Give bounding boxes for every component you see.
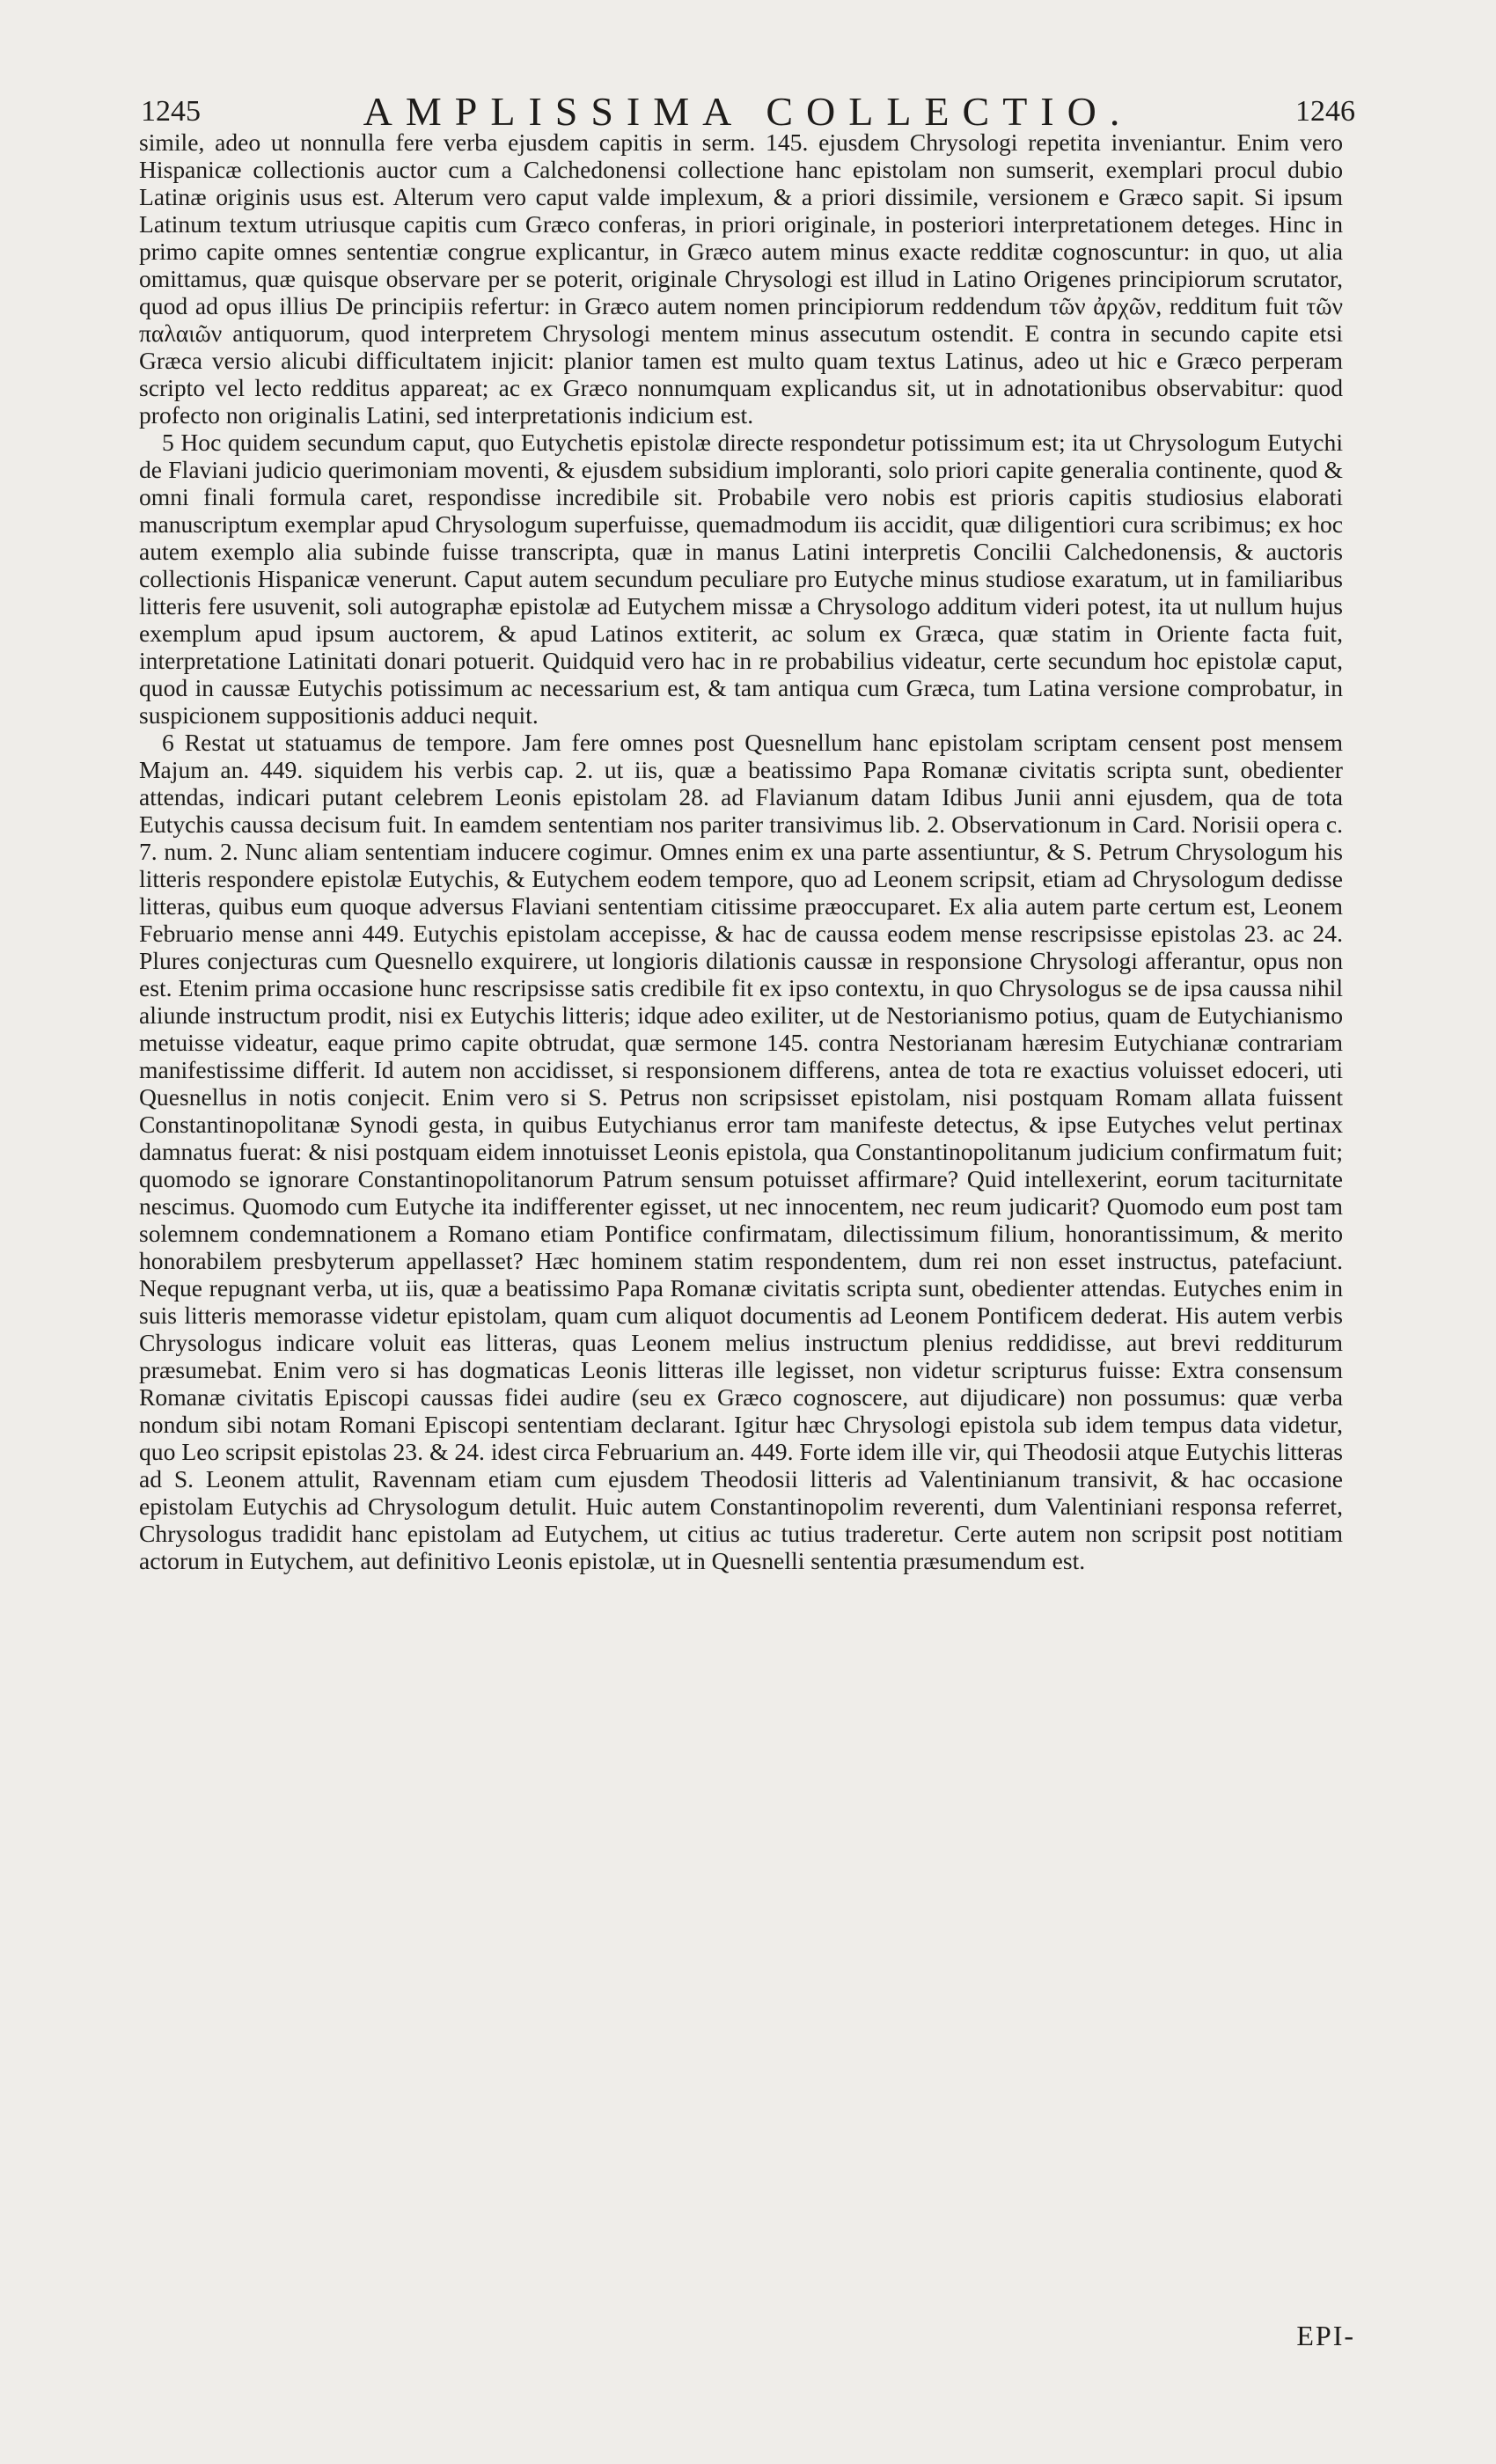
paragraph-6: 6 Restat ut statuamus de tempore. Jam fere omnes post Quesnellum hanc epistolam scriptam censent post mensem Majum an. 449. siquidem his verbis cap. 2. ut iis, quæ a beatissimo Papa Romanæ civitatis scripta sunt, obedienter attendas, indicari putant celebrem Leonis epistolam 28. ad Flavianum datam Idibus Junii anni ejusdem, qua de tota Eutychis caussa decisum fuit. In eamdem sententiam nos pariter transivimus lib. 2. Observationum in Card. Norisii opera c. 7. num. 2. Nunc aliam sententiam inducere cogimur. Omnes enim ex una parte assentiuntur, & S. Petrum Chrysologum his litteris respondere epistolæ Eutychis, & Eutychem eodem tempore, quo ad Leonem scripsit, etiam ad Chrysologum dedisse litteras, quibus eum quoque adversus Flaviani sententiam citissime præoccuparet. Ex alia autem parte certum est, Leonem Februario mense anni 449. Eutychis epistolam accepisse, & hac de caussa eodem mense rescripsisse epistolas 23. ac 24. Plures conjecturas cum Quesnello exquirere, ut longioris dilationis caussæ in responsione Chrysologi afferantur, opus non est. Etenim prima occasione hunc rescripsisse satis credibile fit ex ipso contextu, in quo Chrysologus se de ipsa caussa nihil aliunde instructum prodit, nisi ex Eutychis litteris; idque adeo exiliter, ut de Nestorianismo potius, quam de Eutychianismo metuisse videatur, eaque primo capite obtrudat, quæ sermone 145. contra Nestorianam hæresim Eutychianæ contrariam manifestissime differit. Id autem non accidisset, si responsionem differens, antea de tota re exactius voluisset edoceri, uti Quesnellus in notis conjecit. Enim vero si S. Petrus non scripsisset epistolam, nisi postquam Romam allata fuissent Constantinopolitanæ Synodi gesta, in quibus Eutychianus error tam manifeste detectus, & ipse Eutyches velut pertinax damnatus fuerat: & nisi postquam eidem innotuisset Leonis epistola, qua Constantinopolitanum judicium confirmatum fuit; quomodo se ignorare Constantinopolitanorum Patrum sensum potuisset affirmare? Quid intellexerint, eorum taciturnitate nescimus. Quomodo cum Eutyche ita indifferenter egisset, ut nec innocentem, nec reum judicarit? Quomodo eum post tam solemnem condemnationem a Romano etiam Pontifice confirmatam, dilectissimum filium, honorantissimum, & merito honorabilem presbyterum appellasset? Hæc hominem statim respondentem, dum rei non esset instructus, patefaciunt. Neque repugnant verba, ut iis, quæ a beatissimo Papa Romanæ civitatis scripta sunt, obedienter attendas. Eutyches enim in suis litteris memorasse videtur epistolam, quam cum aliquot documentis ad Leonem Pontificem dederat. His autem verbis Chrysologus indicare voluit eas litteras, quas Leonem melius instructum plenius reddidisse, aut brevi redditurum præsumebat. Enim vero si has dogmaticas Leonis litteras ille legisset, non videtur scripturus fuisse: Extra consensum Romanæ civitatis Episcopi caussas fidei audire (seu ex Græco cognoscere, aut dijudicare) non possumus: quæ verba nondum sibi notam Romani Episcopi sententiam declarant. Igitur hæc Chrysologi epistola sub idem tempus data videtur, quo Leo scripsit epistolas 23. & 24. idest circa Februarium an. 449. Forte idem ille vir, qui Theodosii atque Eutychis litteras ad S. Leonem attulit, Ravennam etiam cum ejusdem Theodosii litteris ad Valentinianum transivit, & hac occasione epistolam Eutychis ad Chrysologum detulit. Huic autem Constantinopolim reverenti, dum Valentiniani responsa referret, Chrysologus tradidit hanc epistolam ad Eutychem, ut citius ac tutius traderetur. Certe autem non scripsit post notitiam actorum in Eutychem, aut definitivo Leonis epistolæ, ut in Quesnelli sententia præsumendum est. xyxy=(139,729,1343,1574)
paragraph-5: 5 Hoc quidem secundum caput, quo Eutychetis epistolæ directe respondetur potissimum est; ita ut Chrysologum Eutychi de Flaviani judicio querimoniam moventi, & ejusdem subsidium imploranti, solo priori capite generalia continente, quod & omni finali formula caret, respondisse incredibile sit. Probabile vero nobis est prioris capitis studiosius elaborati manuscriptum exemplar apud Chrysologum superfuisse, quemadmodum iis accidit, quæ diligentiori cura scribimus; ex hoc autem exemplo alia subinde fuisse transcripta, quæ in manus Latini interpretis Concilii Calchedonensis, & auctoris collectionis Hispanicæ venerunt. Caput autem secundum peculiare pro Eutyche minus studiose exaratum, ut in familiaribus litteris fere usuvenit, soli autographæ epistolæ ad Eutychem missæ a Chrysologo additum videri potest, ita ut nullum hujus exemplum apud ipsum auctorem, & apud Latinos extiterit, ac solum ex Græca, quæ statim in Oriente facta fuit, interpretatione Latinitati donari potuerit. Quidquid vero hac in re probabilius videatur, certe secundum hoc epistolæ caput, quod in caussæ Eutychis potissimum ac necessarium est, & tam antiqua cum Græca, tum Latina versione comprobatur, in suspicionem suppositionis adduci nequit. xyxy=(139,429,1343,729)
body-text xyxy=(139,128,1343,1574)
page-header xyxy=(141,88,1355,132)
paragraph-continuation: simile, adeo ut nonnulla fere verba ejusdem capitis in serm. 145. ejusdem Chrysologi repetita inveniantur. Enim vero Hispanicæ collectionis auctor cum a Calchedonensi collectione hanc epistolam non sumserit, exemplari procul dubio Latinæ originis usus est. Alterum vero caput valde implexum, & a priori dissimile, versionem e Græco sapit. Si ipsum Latinum textum utriusque capitis cum Græco conferas, in priori originale, in posteriori interpretationem deteges. Hinc in primo capite omnes sententiæ congrue explicantur, in Græco autem minus exacte redditæ cognoscuntur: in quo, ut alia omittamus, quæ quisque observare per se poterit, originale Chrysologi est illud in Latino Origenes principiorum scrutator, quod ad opus illius De principiis refertur: in Græco autem nomen principiorum reddendum τῶν ἀρχῶν, redditum fuit τῶν παλαιῶν antiquorum, quod interpretem Chrysologi mentem minus assecutum ostendit. E contra in secundo capite etsi Græca versio alicubi difficultatem injicit: planior tamen est multo quam textus Latinus, adeo ut hic e Græco perperam scripto vel lecto redditus appareat; ac ex Græco nonnumquam explicandus sit, ut in adnotationibus observabitur: quod profecto non originalis Latini, sed interpretationis indicium est. xyxy=(139,128,1343,429)
page-number-right: 1246 xyxy=(1295,95,1355,128)
running-title: AMPLISSIMA COLLECTIO. xyxy=(363,89,1133,134)
page-number-left: 1245 xyxy=(141,95,201,128)
catchword: EPI- xyxy=(1296,2320,1355,2351)
